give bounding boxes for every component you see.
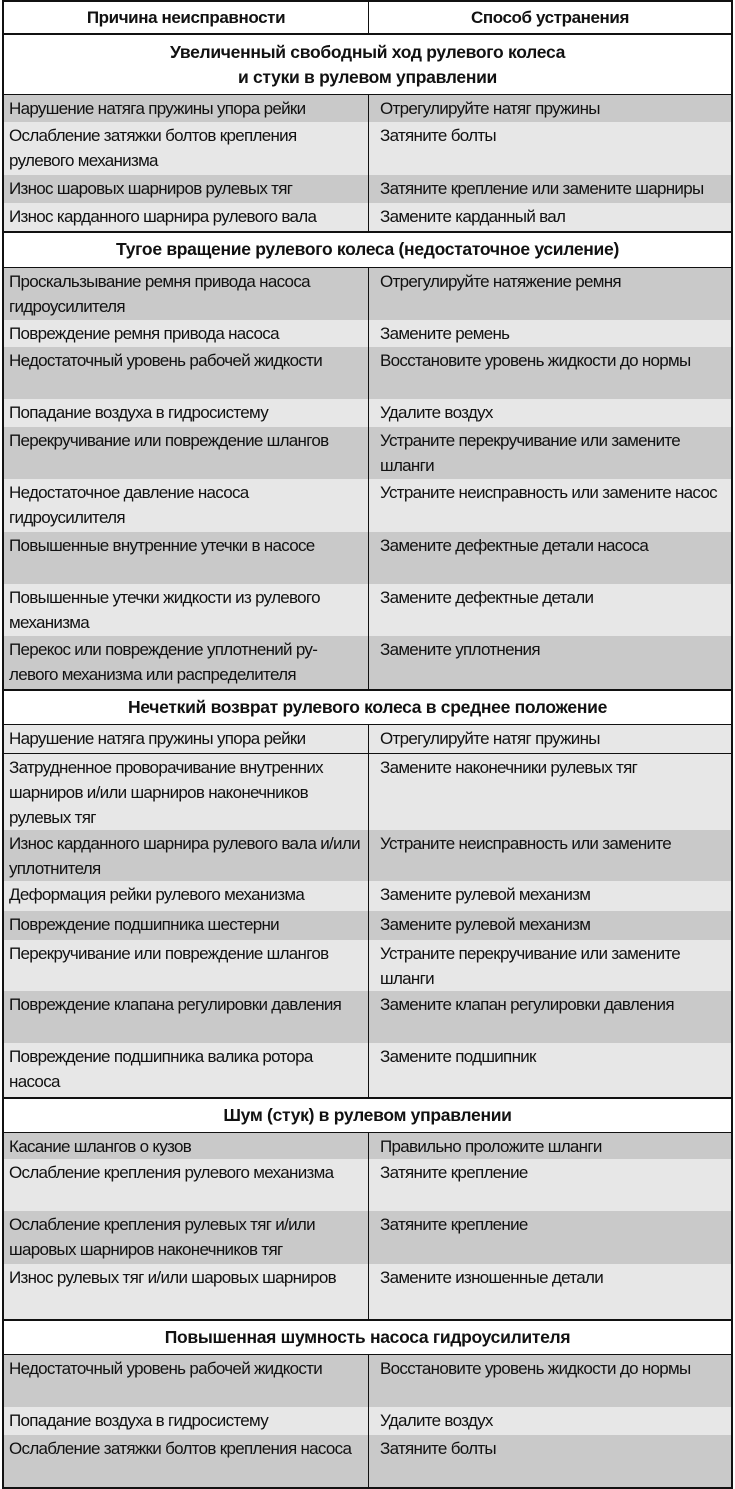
cause-cell: Деформация рейки рулевого механизма — [4, 881, 369, 911]
cause-cell: Недостаточный уровень рабочей жидкости — [4, 1355, 369, 1407]
remedy-cell: Восстановите уровень жидкости до нормы — [380, 351, 691, 370]
cause-cell: Повреждение клапана регулировки давления — [4, 991, 369, 1043]
cause-cell: Износ карданного шарнира рулевого вала — [4, 203, 369, 231]
table-row — [4, 1133, 731, 1159]
remedy-cell: Затяните крепление — [380, 1163, 528, 1182]
remedy-cell: Устраните перекручивание или замените шланги — [380, 431, 681, 475]
cause-cell: Ослабление затяжки болтов крепления рулевого механизма — [4, 122, 369, 175]
remedy-cell: Затяните болты — [380, 1439, 496, 1458]
remedy-cell: Затяните крепление — [380, 1215, 528, 1234]
section-title-line: и стуки в рулевом управлении — [237, 67, 498, 87]
table-row — [4, 479, 731, 532]
table-row — [4, 122, 731, 175]
remedy-cell: Замените дефектные детали — [380, 588, 594, 607]
remedy-cell: Отрегулируйте натяг пружины — [380, 99, 600, 118]
cause-cell: Износ рулевых тяг и/или шаровых шарниров — [4, 1264, 369, 1319]
cause-cell: Попадание воздуха в гидросистему — [4, 399, 369, 427]
cause-cell: Повышенные утечки жидкости из рулевого механизма — [4, 584, 369, 636]
table-row — [4, 881, 731, 911]
table-row — [4, 399, 731, 427]
table-row — [4, 1211, 731, 1264]
cause-cell: Ослабление крепления рулевого механизма — [4, 1159, 369, 1211]
cause-cell: Повышенные внутренние утечки в насосе — [4, 532, 369, 584]
section-title: Шум (стук) в рулевом управлении — [4, 1099, 731, 1133]
remedy-cell: Удалите воздух — [380, 1411, 493, 1430]
remedy-cell: Устраните неисправность или замените насос — [380, 483, 717, 502]
table-row — [4, 320, 731, 347]
table-row — [4, 636, 731, 689]
section-title: Повышенная шумность насоса гидроусилителя — [4, 1321, 731, 1355]
section-poor-return — [4, 691, 731, 1099]
table-row — [4, 911, 731, 940]
remedy-cell: Устраните перекручивание или замените шланги — [380, 944, 681, 988]
table-row — [4, 725, 731, 754]
cause-cell: Касание шлангов о кузов — [4, 1133, 369, 1159]
table-row — [4, 754, 731, 830]
section-stiff-rotation — [4, 233, 731, 691]
table-row — [4, 1043, 731, 1097]
cause-cell: Износ карданного шарнира рулевого вала и/или уплотнителя — [4, 830, 369, 881]
remedy-cell: Замените клапан регулировки давления — [380, 995, 674, 1014]
table-row — [4, 268, 731, 320]
cause-cell: Нарушение натяга пружины упора рейки — [4, 95, 369, 122]
remedy-cell: Замените изношенные детали — [380, 1268, 603, 1287]
cause-cell: Повреждение ремня привода насоса — [4, 320, 369, 347]
cause-cell: Проскальзывание ремня привода насоса гидроусилителя — [4, 268, 369, 320]
troubleshooting-table — [2, 0, 733, 1489]
table-header — [4, 2, 731, 35]
table-row — [4, 1355, 731, 1407]
table-row — [4, 1264, 731, 1319]
table-row — [4, 532, 731, 584]
cause-cell: Повреждение подшипника шестерни — [4, 911, 369, 940]
cause-cell: Недостаточное давление насоса гидроусилителя — [4, 479, 369, 532]
cause-cell: Ослабление крепления рулевых тяг и/или шаровых шарниров наконечников тяг — [4, 1211, 369, 1264]
remedy-cell: Устраните неисправность или замените — [380, 834, 671, 853]
cause-cell: Затрудненное проворачивание внутренних шарниров и/или шарниров наконечников рулевых тяг — [4, 754, 369, 830]
cause-cell: Повреждение подшипника валика ротора насоса — [4, 1043, 369, 1097]
section-pump-noise — [4, 1321, 731, 1487]
cause-cell: Недостаточный уровень рабочей жидкости — [4, 347, 369, 399]
remedy-cell: Замените дефектные детали насоса — [380, 536, 649, 555]
table-row — [4, 347, 731, 399]
section-title: Тугое вращение рулевого колеса (недостаточное усиление) — [4, 233, 731, 268]
table-row — [4, 1435, 731, 1487]
remedy-cell: Правильно проложите шланги — [380, 1137, 602, 1156]
section-title — [4, 35, 731, 95]
table-row — [4, 175, 731, 203]
remedy-cell: Замените наконечники рулевых тяг — [380, 758, 638, 777]
cause-cell: Ослабление затяжки болтов крепления насоса — [4, 1435, 369, 1487]
remedy-cell: Замените уплотнения — [380, 640, 540, 659]
remedy-cell: Замените ремень — [380, 324, 510, 343]
section-title: Нечеткий возврат рулевого колеса в среднее положение — [4, 691, 731, 725]
remedy-cell: Отрегулируйте натяжение ремня — [380, 272, 621, 291]
table-row — [4, 427, 731, 479]
header-remedy: Способ устранения — [471, 7, 629, 27]
table-row — [4, 1407, 731, 1435]
cause-cell: Перекручивание или повреждение шлангов — [4, 940, 369, 991]
table-row — [4, 991, 731, 1043]
remedy-cell: Удалите воздух — [380, 403, 493, 422]
remedy-cell: Замените подшипник — [380, 1047, 536, 1066]
cause-cell: Нарушение натяга пружины упора рейки — [4, 725, 369, 753]
remedy-cell: Затяните болты — [380, 126, 496, 145]
table-row — [4, 95, 731, 122]
remedy-cell: Затяните крепление или замените шарниры — [380, 179, 704, 198]
section-noise-knock — [4, 1099, 731, 1321]
remedy-cell: Замените карданный вал — [380, 207, 566, 226]
cause-cell: Перекос или повреждение уплотнений ру-левого механизма или распределителя — [4, 636, 369, 689]
table-row — [4, 830, 731, 881]
cause-cell: Износ шаровых шарниров рулевых тяг — [4, 175, 369, 203]
header-cause: Причина неисправности — [4, 2, 369, 33]
section-free-play — [4, 35, 731, 233]
table-row — [4, 584, 731, 636]
cause-cell: Перекручивание или повреждение шлангов — [4, 427, 369, 479]
remedy-cell: Замените рулевой механизм — [380, 915, 591, 934]
remedy-cell: Отрегулируйте натяг пружины — [380, 729, 600, 748]
table-row — [4, 1159, 731, 1211]
section-title-line: Увеличенный свободный ход рулевого колеса — [169, 42, 566, 62]
table-row — [4, 940, 731, 991]
table-row — [4, 203, 731, 231]
cause-cell: Попадание воздуха в гидросистему — [4, 1407, 369, 1435]
remedy-cell: Замените рулевой механизм — [380, 885, 591, 904]
remedy-cell: Восстановите уровень жидкости до нормы — [380, 1359, 691, 1378]
